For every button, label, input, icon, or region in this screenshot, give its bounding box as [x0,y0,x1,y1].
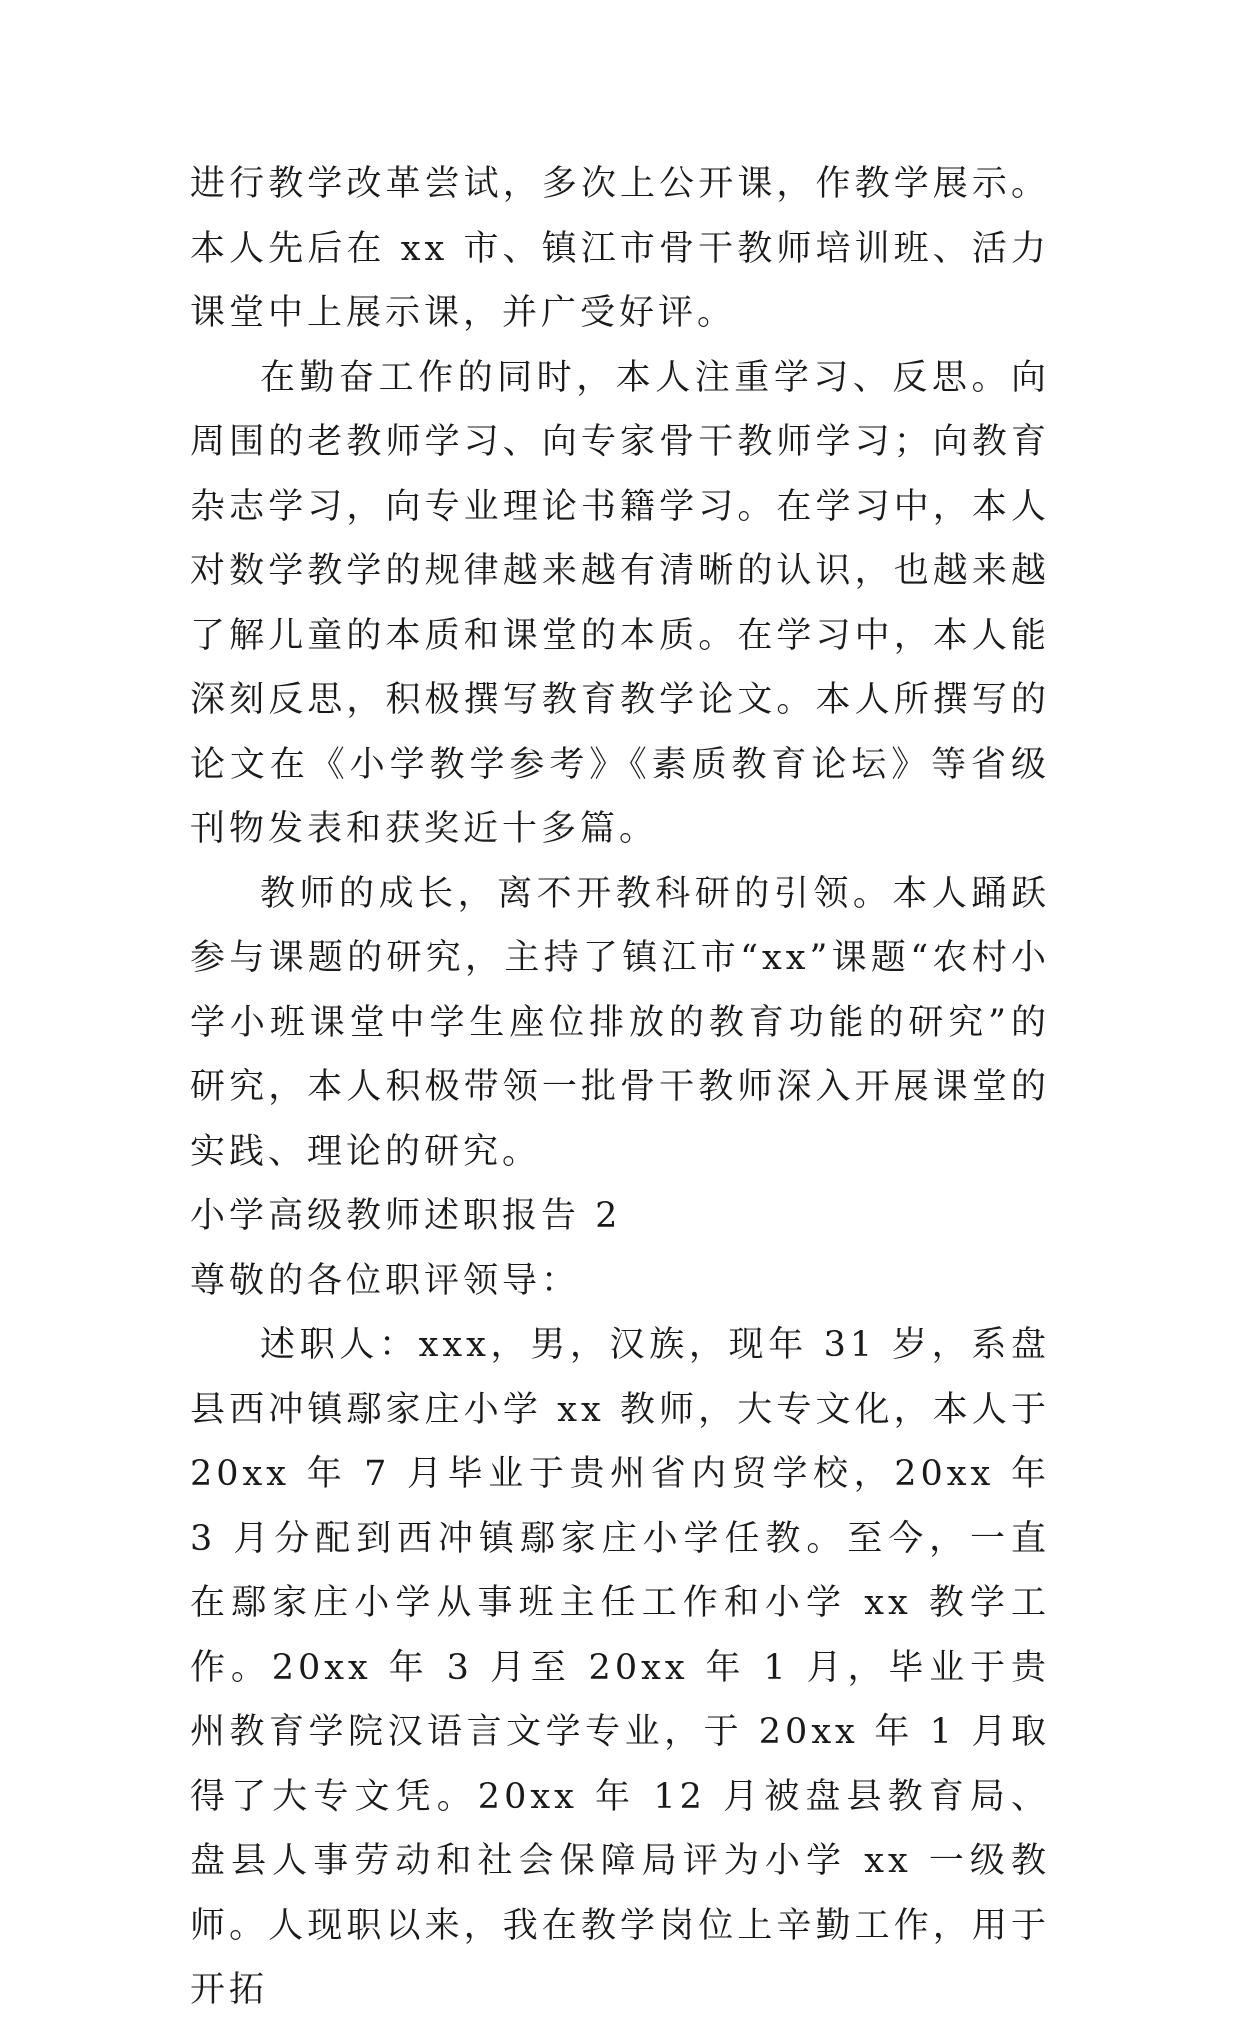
document-body [190,152,1050,2023]
paragraph-continuation: 进行教学改革尝试，多次上公开课，作教学展示。本人先后在 xx 市、镇江市骨干教师培训班、活力课堂中上展示课，并广受好评。 [190,164,1050,333]
section-title: 小学高级教师述职报告 2 [190,1196,622,1236]
paragraph-research: 教师的成长，离不开教科研的引领。本人踊跃参与课题的研究，主持了镇江市“xx”课题“农村小学小班课堂中学生座位排放的教育功能的研究”的研究，本人积极带领一批骨干教师深入开展课堂的实践、理论的研究。 [190,873,1050,1172]
paragraph-learning: 在勤奋工作的同时，本人注重学习、反思。向周围的老教师学习、向专家骨干教师学习；向教育杂志学习，向专业理论书籍学习。在学习中，本人对数学教学的规律越来越有清晰的认识，也越来越了解儿童的本质和课堂的本质。在学习中，本人能深刻反思，积极撰写教育教学论文。本人所撰写的论文在《小学教学参考》《素质教育论坛》等省级刊物发表和获奖近十多篇。 [190,357,1050,849]
paragraph-profile: 述职人：xxx，男，汉族，现年 31 岁，系盘县西冲镇鄢家庄小学 xx 教师，大专文化，本人于 20xx 年 7 月毕业于贵州省内贸学校，20xx 年 3 月分配到西冲镇鄢家庄小学任教。至今，一直在鄢家庄小学从事班主任工作和小学 xx 教学工作。20xx 年 3 月至 20xx 年 1 月，毕业于贵州教育学院汉语言文学专业，于 20xx 年 1 月取得了大专文凭。20xx 年 12 月被盘县教育局、盘县人事劳动和社会保障局评为小学 xx 一级教师。人现职以来，我在教学岗位上辛勤工作，用于开拓 [190,1325,1050,2010]
salutation: 尊敬的各位职评领导： [190,1260,581,1301]
